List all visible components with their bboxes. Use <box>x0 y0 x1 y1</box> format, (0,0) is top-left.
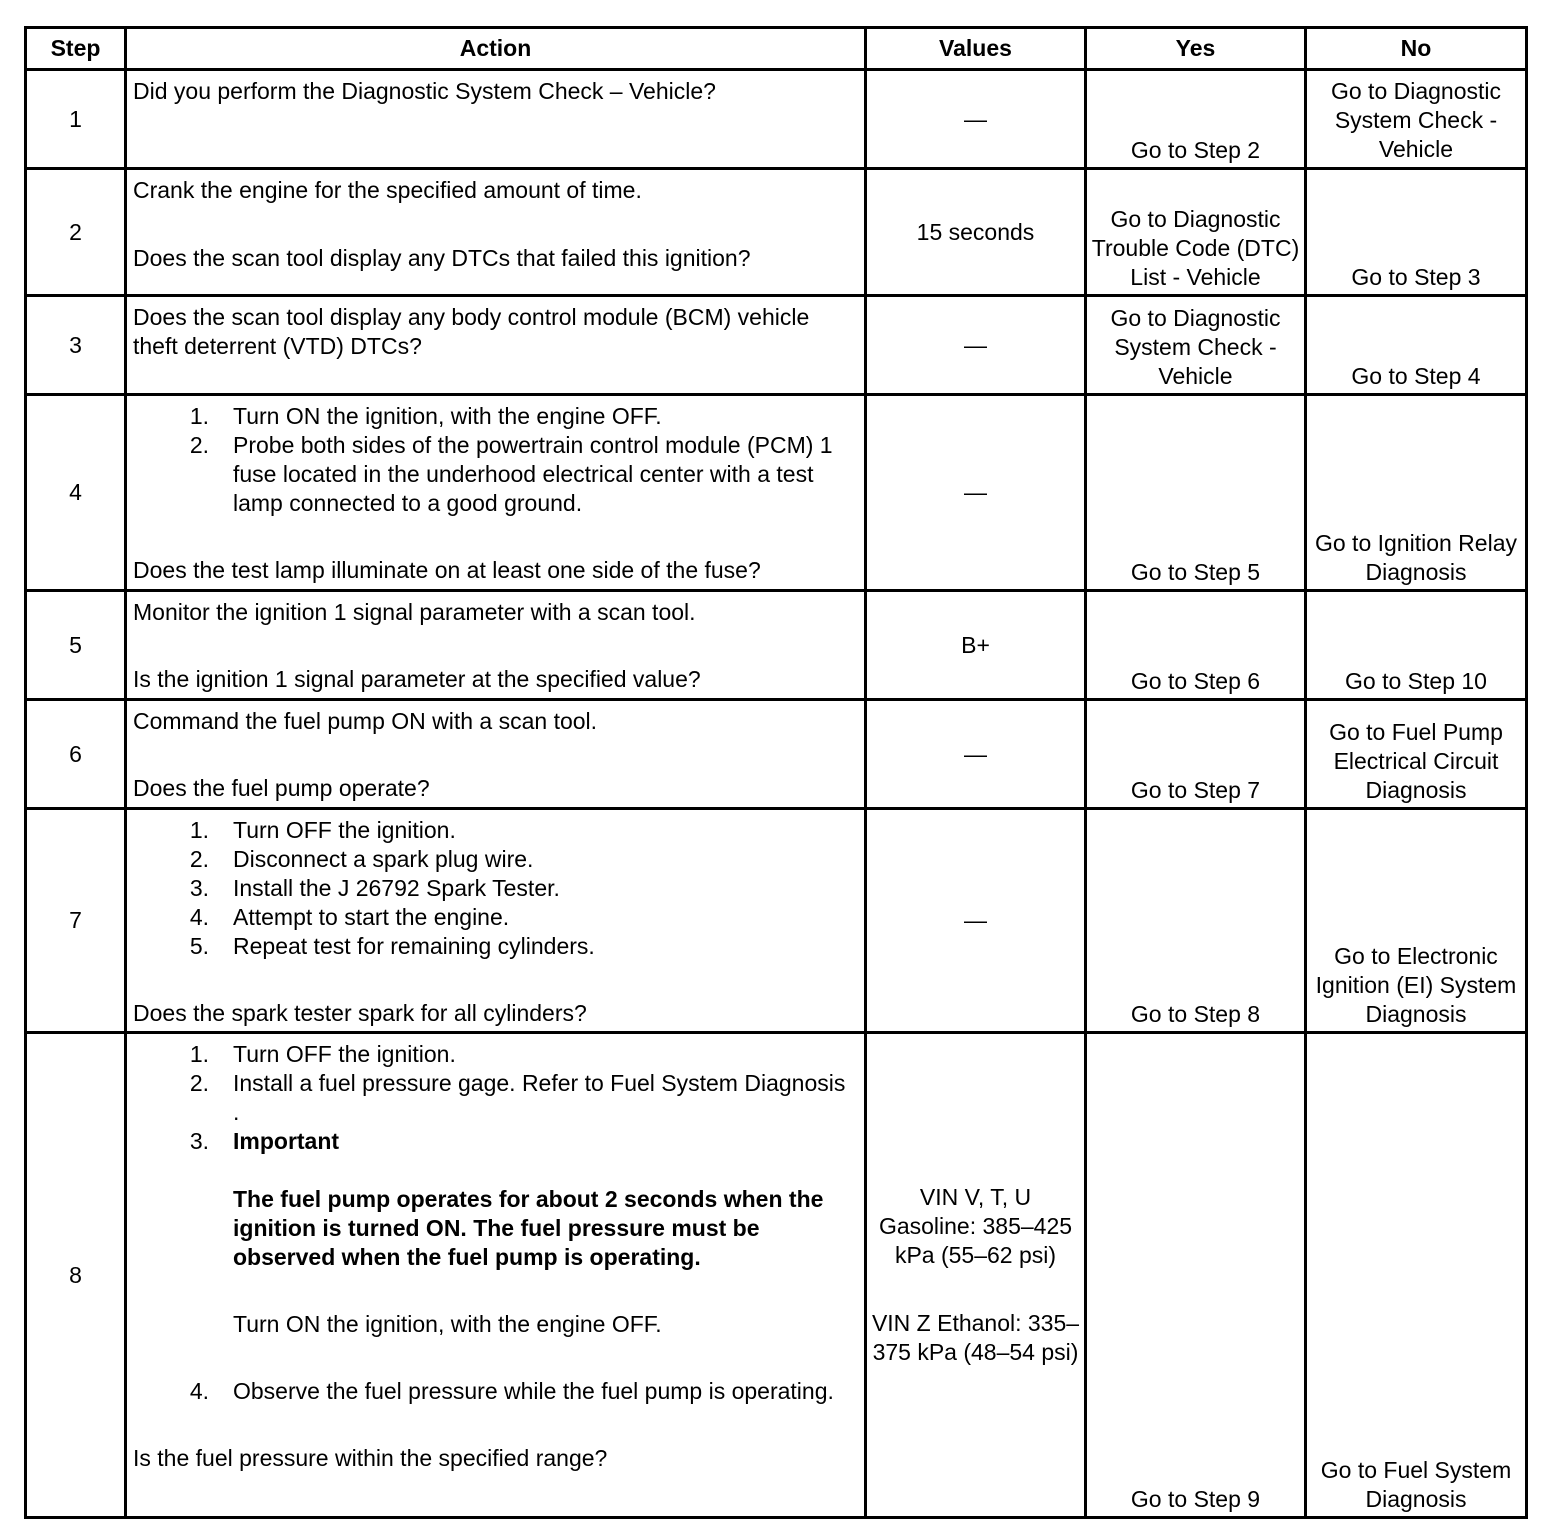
header-yes: Yes <box>1086 28 1306 70</box>
action-question: Did you perform the Diagnostic System Check – Vehicle? <box>133 78 716 104</box>
step-number: 6 <box>26 700 126 809</box>
step-number: 1 <box>26 70 126 169</box>
action-cell <box>126 591 866 700</box>
action-cell <box>126 169 866 296</box>
header-step: Step <box>26 28 126 70</box>
list-item: 1. Turn OFF the ignition. <box>189 1041 456 1067</box>
value-gasoline: VIN V, T, U Gasoline: 385–425 kPa (55–62 psi) <box>878 1184 1073 1268</box>
list-item: 3. Important The fuel pump operates for about 2 seconds when the ignition is turned ON. The fuel pressure must be observed when the fuel pump is operating. Turn ON the ignition, with the engine OFF. <box>133 1127 856 1339</box>
value-cell: — <box>866 700 1086 809</box>
action-steps-list <box>133 402 856 518</box>
value-cell: — <box>866 70 1086 169</box>
table-row <box>26 591 1527 700</box>
list-item: 2. Install a fuel pressure gage. Refer to Fuel System Diagnosis . <box>189 1070 846 1125</box>
value-cell: — <box>866 395 1086 591</box>
yes-cell: Go to Step 2 <box>1086 70 1306 169</box>
table-row <box>26 70 1527 169</box>
table-row <box>26 700 1527 809</box>
action-cell <box>126 395 866 591</box>
action-question: Does the spark tester spark for all cylinders? <box>133 1000 587 1026</box>
table-row <box>26 1033 1527 1518</box>
no-cell: Go to Fuel System Diagnosis <box>1306 1033 1527 1518</box>
header-row <box>26 28 1527 70</box>
yes-cell: Go to Step 5 <box>1086 395 1306 591</box>
value-cell: B+ <box>866 591 1086 700</box>
action-question: Is the ignition 1 signal parameter at the specified value? <box>133 666 701 692</box>
action-question: Does the scan tool display any DTCs that failed this ignition? <box>133 245 751 271</box>
action-cell <box>126 1033 866 1518</box>
step-number: 2 <box>26 169 126 296</box>
table-row <box>26 809 1527 1033</box>
important-label: Important <box>233 1128 340 1154</box>
list-item: 2. Disconnect a spark plug wire. <box>189 846 534 872</box>
step-number: 7 <box>26 809 126 1033</box>
list-item: 4. Observe the fuel pressure while the fuel pump is operating. <box>189 1378 834 1404</box>
action-text: Crank the engine for the specified amount of time. <box>133 177 642 203</box>
list-item: 5. Repeat test for remaining cylinders. <box>189 933 595 959</box>
table-row <box>26 395 1527 591</box>
header-values: Values <box>866 28 1086 70</box>
no-cell: Go to Step 4 <box>1306 296 1527 395</box>
value-cell: 15 seconds <box>866 169 1086 296</box>
list-item-text: Turn ON the ignition, with the engine OFF. <box>233 1311 662 1337</box>
action-question: Does the scan tool display any body control module (BCM) vehicle theft deterrent (VTD) DTCs? <box>133 304 810 359</box>
action-question: Does the test lamp illuminate on at least one side of the fuse? <box>133 557 761 583</box>
no-cell: Go to Step 10 <box>1306 591 1527 700</box>
no-cell: Go to Ignition Relay Diagnosis <box>1306 395 1527 591</box>
action-cell <box>126 809 866 1033</box>
value-cell: — <box>866 296 1086 395</box>
table-row <box>26 169 1527 296</box>
value-cell: — <box>866 809 1086 1033</box>
list-item: 4. Attempt to start the engine. <box>189 904 510 930</box>
no-cell: Go to Fuel Pump Electrical Circuit Diagnosis <box>1306 700 1527 809</box>
action-question: Is the fuel pressure within the specified range? <box>133 1445 608 1471</box>
list-item: 1. Turn ON the ignition, with the engine OFF. <box>189 403 662 429</box>
yes-cell: Go to Step 7 <box>1086 700 1306 809</box>
action-question: Does the fuel pump operate? <box>133 775 430 801</box>
action-cell <box>126 70 866 169</box>
yes-cell: Go to Step 6 <box>1086 591 1306 700</box>
action-steps-list <box>133 816 856 961</box>
list-item: 3. Install the J 26792 Spark Tester. <box>189 875 560 901</box>
list-item: 2. Probe both sides of the powertrain control module (PCM) 1 fuse located in the underhood electrical center with a test lamp connected to a good ground. <box>189 432 833 516</box>
yes-cell: Go to Diagnostic System Check - Vehicle <box>1086 296 1306 395</box>
step-number: 3 <box>26 296 126 395</box>
action-cell <box>126 296 866 395</box>
header-action: Action <box>126 28 866 70</box>
step-number: 8 <box>26 1033 126 1518</box>
no-cell: Go to Diagnostic System Check - Vehicle <box>1306 70 1527 169</box>
step-number: 4 <box>26 395 126 591</box>
action-cell <box>126 700 866 809</box>
action-text: Monitor the ignition 1 signal parameter with a scan tool. <box>133 599 696 625</box>
no-cell: Go to Electronic Ignition (EI) System Diagnosis <box>1306 809 1527 1033</box>
important-note: The fuel pump operates for about 2 seconds when the ignition is turned ON. The fuel pressure must be observed when the fuel pump is operating. <box>233 1186 824 1270</box>
list-item: 1. Turn OFF the ignition. <box>189 817 456 843</box>
value-ethanol: VIN Z Ethanol: 335–375 kPa (48–54 psi) <box>871 1310 1080 1365</box>
yes-cell: Go to Step 8 <box>1086 809 1306 1033</box>
action-steps-list <box>133 1040 856 1406</box>
header-no: No <box>1306 28 1527 70</box>
step-number: 5 <box>26 591 126 700</box>
action-text: Command the fuel pump ON with a scan tool. <box>133 708 598 734</box>
yes-cell: Go to Step 9 <box>1086 1033 1306 1518</box>
table-row <box>26 296 1527 395</box>
yes-cell: Go to Diagnostic Trouble Code (DTC) List - Vehicle <box>1086 169 1306 296</box>
value-cell <box>866 1033 1086 1518</box>
no-cell: Go to Step 3 <box>1306 169 1527 296</box>
diagnostic-table <box>24 26 1528 1519</box>
